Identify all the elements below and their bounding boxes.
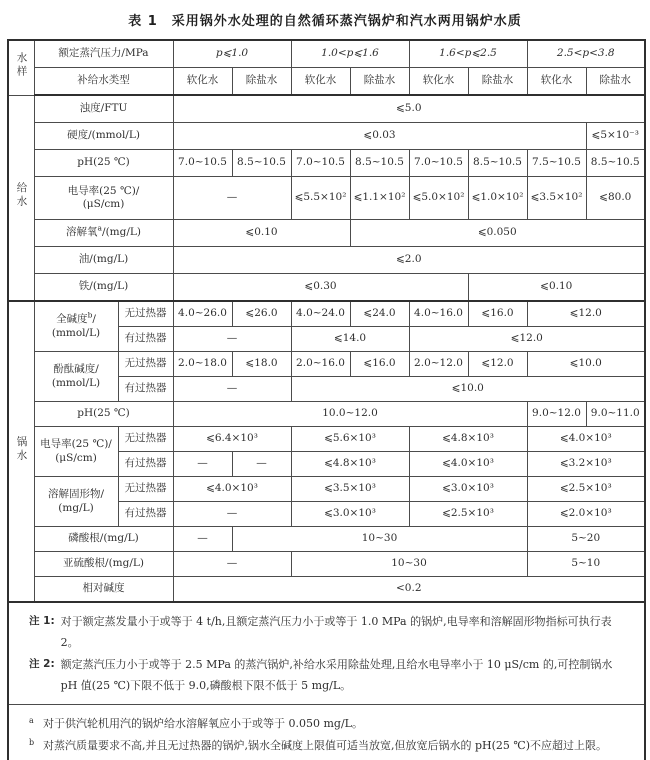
sub-label-with-superheater: 有过热器 xyxy=(118,452,173,477)
pressure-range-1: p⩽1.0 xyxy=(173,40,291,68)
table-cell: 8.5~10.5 xyxy=(350,150,409,177)
pressure-range-3: 1.6<p⩽2.5 xyxy=(409,40,527,68)
note-1-label: 注 1: xyxy=(29,615,55,627)
row-label xyxy=(34,301,118,352)
row-phosphate xyxy=(8,527,645,552)
table-cell: ⩽2.5×10³ xyxy=(409,502,527,527)
water-type-6: 除盐水 xyxy=(468,68,527,96)
pressure-range-2: 1.0<p⩽1.6 xyxy=(291,40,409,68)
note-2-label: 注 2: xyxy=(29,658,55,670)
table-cell: ⩽2.0×10³ xyxy=(527,502,645,527)
table-cell: ⩽5×10⁻³ xyxy=(586,123,645,150)
table-cell: ⩽12.0 xyxy=(468,352,527,377)
row-label-unit: /(mg/L) xyxy=(102,226,141,239)
row-dissolved-oxygen xyxy=(8,220,645,247)
table-cell: 7.0~10.5 xyxy=(173,150,232,177)
table-cell: ⩽1.0×10² xyxy=(468,177,527,220)
row-label-line1: 溶解固形物/ xyxy=(47,488,105,501)
footnotes-row xyxy=(8,705,645,760)
row-relative-alkalinity xyxy=(8,577,645,603)
table-cell: 5~20 xyxy=(527,527,645,552)
row-label: 油/(mg/L) xyxy=(34,247,173,274)
notes-row xyxy=(8,602,645,705)
row-label-line1: 电导率(25 ℃)/ xyxy=(40,438,112,451)
row-label: 磷酸根/(mg/L) xyxy=(34,527,173,552)
table-cell: ⩽10.0 xyxy=(291,377,645,402)
table-cell: 2.0~12.0 xyxy=(409,352,468,377)
water-type-3: 软化水 xyxy=(291,68,350,96)
table-cell: — xyxy=(173,377,291,402)
row-label-line2: (mmol/L) xyxy=(51,376,101,389)
table-cell: ⩽4.0×10³ xyxy=(527,427,645,452)
table-cell: — xyxy=(173,177,291,220)
sub-label-no-superheater: 无过热器 xyxy=(118,301,173,327)
table-cell: ⩽3.5×10³ xyxy=(291,477,409,502)
table-cell: 10~30 xyxy=(232,527,527,552)
section-feedwater-text: 给水 xyxy=(15,182,28,210)
table-cell: ⩽24.0 xyxy=(350,301,409,327)
table-cell: ⩽16.0 xyxy=(468,301,527,327)
notes-block xyxy=(8,602,645,705)
row-conductivity-feed xyxy=(8,177,645,220)
row-label: 相对碱度 xyxy=(34,577,173,603)
water-type-2: 除盐水 xyxy=(232,68,291,96)
row-sulfite xyxy=(8,552,645,577)
table-cell: ⩽5.0 xyxy=(173,95,645,123)
table-cell: 2.0~18.0 xyxy=(173,352,232,377)
table-cell: ⩽80.0 xyxy=(586,177,645,220)
table-cell: ⩽3.0×10³ xyxy=(409,477,527,502)
row-label: 铁/(mg/L) xyxy=(34,274,173,302)
table-cell: 9.0~12.0 xyxy=(527,402,586,427)
table-cell: ⩽3.2×10³ xyxy=(527,452,645,477)
table-cell: ⩽18.0 xyxy=(232,352,291,377)
row-label: 亚硫酸根/(mg/L) xyxy=(34,552,173,577)
note-2 xyxy=(29,654,630,696)
table-cell: — xyxy=(173,527,232,552)
table-cell: ⩽3.5×10² xyxy=(527,177,586,220)
row-label: pH(25 ℃) xyxy=(34,150,173,177)
sub-label-with-superheater: 有过热器 xyxy=(118,327,173,352)
table-cell: ⩽4.0×10³ xyxy=(409,452,527,477)
row-alkalinity-no-superheater xyxy=(8,301,645,327)
table-cell: ⩽0.03 xyxy=(173,123,586,150)
sub-label-with-superheater: 有过热器 xyxy=(118,377,173,402)
table-cell: ⩽5.0×10² xyxy=(409,177,468,220)
footnote-b-marker: b xyxy=(29,738,35,747)
row-label-line2: (μS/cm) xyxy=(55,451,97,464)
footnote-a xyxy=(29,713,630,734)
table-cell: ⩽0.10 xyxy=(173,220,350,247)
sub-label-with-superheater: 有过热器 xyxy=(118,502,173,527)
sub-label-no-superheater: 无过热器 xyxy=(118,477,173,502)
table-cell: — xyxy=(173,502,291,527)
table-cell: ⩽14.0 xyxy=(291,327,409,352)
row-label-line1: 电导率(25 ℃)/ xyxy=(67,184,140,197)
table-cell: ⩽6.4×10³ xyxy=(173,427,291,452)
row-ph-boiler xyxy=(8,402,645,427)
row-dissolved-solids-no-superheater xyxy=(8,477,645,502)
row-label xyxy=(34,352,118,402)
water-type-5: 软化水 xyxy=(409,68,468,96)
table-cell: ⩽0.050 xyxy=(350,220,645,247)
row-label-slash: / xyxy=(92,313,96,326)
row-turbidity xyxy=(8,95,645,123)
table-cell: 8.5~10.5 xyxy=(468,150,527,177)
row-label: 浊度/FTU xyxy=(34,95,173,123)
table-cell: 7.5~10.5 xyxy=(527,150,586,177)
makeup-type-label: 补给水类型 xyxy=(34,68,173,96)
section-feedwater xyxy=(8,95,34,301)
footnote-b xyxy=(29,735,630,756)
section-boilerwater-text: 锅水 xyxy=(15,435,28,463)
footnote-a-text: 对于供汽轮机用汽的锅炉给水溶解氧应小于或等于 0.050 mg/L。 xyxy=(43,717,363,730)
table-cell: 4.0~24.0 xyxy=(291,301,350,327)
table-cell: ⩽26.0 xyxy=(232,301,291,327)
table-cell: 10~30 xyxy=(291,552,527,577)
table-cell: ⩽3.0×10³ xyxy=(291,502,409,527)
note-2-text: 额定蒸汽压力小于或等于 2.5 MPa 的蒸汽锅炉,补给水采用除盐处理,且给水电导率小于 10 μS/cm 的,可控制锅水 pH 值(25 ℃)下限不低于 9.0,磷酸根下限不低于 5 mg/L。 xyxy=(60,658,613,692)
row-label xyxy=(34,427,118,477)
water-quality-table xyxy=(7,39,646,760)
table-cell: ⩽10.0 xyxy=(527,352,645,377)
row-label-line2: (mmol/L) xyxy=(51,326,101,339)
corner-label xyxy=(8,40,34,95)
table-cell: 4.0~26.0 xyxy=(173,301,232,327)
table-cell: ⩽4.0×10³ xyxy=(173,477,291,502)
footnote-b-text: 对蒸汽质量要求不高,并且无过热器的锅炉,锅水全碱度上限值可适当放宽,但放宽后锅水的 pH(25 ℃)不应超过上限。 xyxy=(43,739,607,752)
table-cell: 8.5~10.5 xyxy=(586,150,645,177)
table-cell: ⩽2.0 xyxy=(173,247,645,274)
row-label xyxy=(34,220,173,247)
table-cell: 4.0~16.0 xyxy=(409,301,468,327)
table-cell: 9.0~11.0 xyxy=(586,402,645,427)
table-cell: ⩽16.0 xyxy=(350,352,409,377)
table-cell: 7.0~10.5 xyxy=(409,150,468,177)
row-label xyxy=(34,477,118,527)
table-cell: — xyxy=(173,327,291,352)
table-cell: 5~10 xyxy=(527,552,645,577)
table-cell: 2.0~16.0 xyxy=(291,352,350,377)
pressure-label: 额定蒸汽压力/MPa xyxy=(34,40,173,68)
row-label-line1: 酚酞碱度/ xyxy=(53,363,99,376)
water-type-7: 软化水 xyxy=(527,68,586,96)
water-type-8: 除盐水 xyxy=(586,68,645,96)
row-iron xyxy=(8,274,645,302)
row-label: pH(25 ℃) xyxy=(34,402,173,427)
table-title: 表 1 采用锅外水处理的自然循环蒸汽锅炉和汽水两用锅炉水质 xyxy=(128,14,522,29)
note-1-text: 对于额定蒸发量小于或等于 4 t/h,且额定蒸汽压力小于或等于 1.0 MPa 的锅炉,电导率和溶解固形物指标可执行表 2。 xyxy=(60,615,612,649)
note-1 xyxy=(29,611,630,653)
header-row-makeup xyxy=(8,68,645,96)
row-label-text: 全碱度 xyxy=(56,313,88,326)
table-cell: ⩽2.5×10³ xyxy=(527,477,645,502)
row-ph-feed xyxy=(8,150,645,177)
table-cell: ⩽0.10 xyxy=(468,274,645,302)
row-label: 硬度/(mmol/L) xyxy=(34,123,173,150)
table-cell: ⩽1.1×10² xyxy=(350,177,409,220)
water-type-1: 软化水 xyxy=(173,68,232,96)
footnote-marker-b: b xyxy=(87,310,93,320)
table-cell: — xyxy=(173,552,291,577)
footnote-a-marker: a xyxy=(29,716,34,725)
row-label-line2: (mg/L) xyxy=(58,501,94,514)
row-label-line1 xyxy=(36,310,117,326)
table-cell: 7.0~10.5 xyxy=(291,150,350,177)
sub-label-no-superheater: 无过热器 xyxy=(118,352,173,377)
table-cell: ⩽5.6×10³ xyxy=(291,427,409,452)
footnotes-block xyxy=(8,705,645,760)
table-cell: — xyxy=(173,452,232,477)
table-cell: — xyxy=(232,452,291,477)
row-phenolphthalein-no-superheater xyxy=(8,352,645,377)
row-conductivity-boiler-no-superheater xyxy=(8,427,645,452)
corner-label-text: 水样 xyxy=(15,52,28,80)
sub-label-no-superheater: 无过热器 xyxy=(118,427,173,452)
row-label xyxy=(34,177,173,220)
table-cell: ⩽12.0 xyxy=(527,301,645,327)
table-cell: ⩽4.8×10³ xyxy=(409,427,527,452)
table-cell: 8.5~10.5 xyxy=(232,150,291,177)
header-row-pressure xyxy=(8,40,645,68)
row-label-line2: (μS/cm) xyxy=(82,198,125,210)
table-cell: ⩽4.8×10³ xyxy=(291,452,409,477)
pressure-range-4: 2.5<p<3.8 xyxy=(527,40,645,68)
row-label-text: 溶解氧 xyxy=(66,226,98,239)
footnote-marker-a: a xyxy=(97,223,103,233)
section-boilerwater xyxy=(8,301,34,602)
table-cell: <0.2 xyxy=(173,577,645,603)
table-cell: 10.0~12.0 xyxy=(173,402,527,427)
table-cell: ⩽5.5×10² xyxy=(291,177,350,220)
water-type-4: 除盐水 xyxy=(350,68,409,96)
table-cell: ⩽12.0 xyxy=(409,327,645,352)
table-cell: ⩽0.30 xyxy=(173,274,468,302)
row-hardness xyxy=(8,123,645,150)
row-oil xyxy=(8,247,645,274)
